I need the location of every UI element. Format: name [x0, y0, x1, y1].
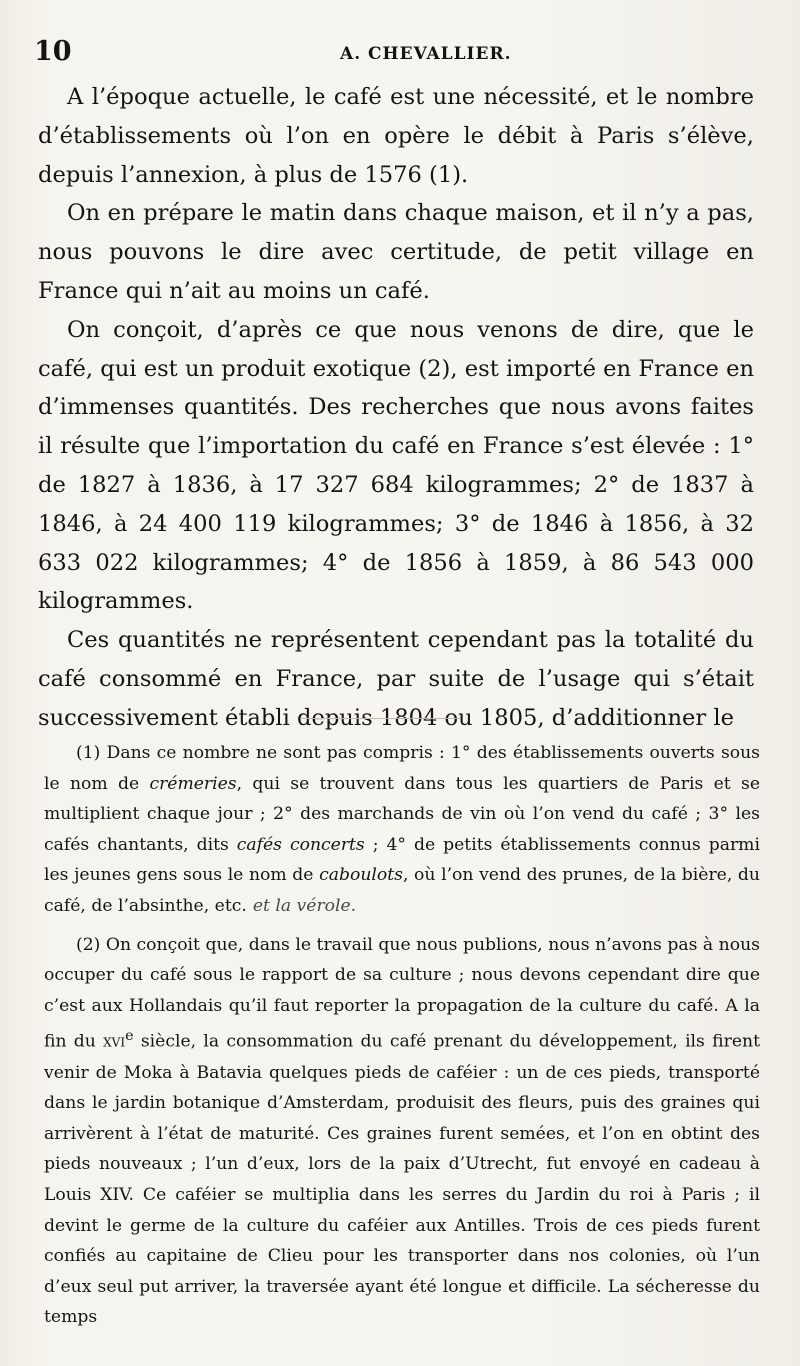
footnote-1-text: (1) Dans ce nombre ne sont pas compris : 1° des établissements ouverts sous le nom de — [44, 743, 760, 794]
century-numeral: xvi — [103, 1032, 126, 1053]
footnotes — [44, 738, 760, 1333]
paragraph: Ces quantités ne représentent cependant pas la totalité du café consommé en France, par suite de l’usage qui s’était successivement établi depuis 1804 ou 1805, d’additionner le — [38, 627, 754, 731]
footnote-1-emphasis: caboulots — [319, 865, 403, 886]
superscript: e — [125, 1028, 134, 1045]
footnote-2 — [44, 930, 760, 1333]
paragraph: A l’époque actuelle, le café est une nécessité, et le nombre d’établissements où l’on en opère le débit à Paris s’élève, depuis l’annexion, à plus de 1576 (1). — [38, 84, 754, 188]
footnote-1-text: , où l’on vend des prunes, de la bière, du café, de l’absinthe, etc. — [44, 865, 761, 916]
footnote-1-text: ; 4° de petits établissements connus parmi les jeunes gens sous le nom de — [44, 834, 760, 886]
footnote-1-text: , qui se trouvent dans tous les quartiers de Paris et se multiplient chaque jour ; 2° des marchands de vin où l’on vend du café ; 3° les cafés chantants, dits — [44, 773, 760, 855]
running-head: A. CHEVALLIER. — [340, 44, 512, 64]
handwritten-annotation: et la vérole. — [252, 895, 357, 916]
footnote-2-text: (2) On conçoit que, dans le travail que nous publions, nous n’avons pas à nous occuper du café sous le rapport de sa culture ; nous devons cependant dire que c’est aux Hollandais qu’il faut reporter la propagation de la culture du café. A la fin du — [44, 934, 760, 1053]
footnote-divider — [300, 718, 460, 719]
footnote-1-emphasis: cafés concerts — [236, 834, 365, 855]
main-text — [38, 78, 754, 738]
page-number: 10 — [34, 36, 72, 67]
footnote-1 — [44, 738, 760, 922]
footnote-2-text: siècle, la consommation du café prenant du développement, ils firent venir de Moka à Batavia quelques pieds de caféier : un de ces pieds, transporté dans le jardin botanique d’Amsterdam, produisit des fleurs, puis des graines qui arrivèrent à l’état de maturité. Ces graines furent semées, et l’on en obtint des pieds nouveaux ; l’un d’eux, lors de la paix d’Utrecht, fut envoyé en cadeau à Louis XIV. Ce caféier se multiplia dans les serres du Jardin du roi à Paris ; il devint le germe de la culture du caféier aux Antilles. Trois de ces pieds furent confiés au capitaine de Clieu pour les transporter dans nos colonies, où l’un d’eux seul put arriver, la traversée ayant été longue et difficile. La sécheresse du temps — [44, 1032, 760, 1328]
page-header — [34, 36, 774, 70]
paragraph: On en prépare le matin dans chaque maison, et il n’y a pas, nous pouvons le dire avec certitude, de petit village en France qui n’ait au moins un café. — [38, 200, 754, 304]
paragraph: On conçoit, d’après ce que nous venons de dire, que le café, qui est un produit exotique (2), est importé en France en d’immenses quantités. Des recherches que nous avons faites il résulte que l’importation du café en France s’est élevée : 1° de 1827 à 1836, à 17 327 684 kilogrammes; 2° de 1837 à 1846, à 24 400 119 kilogrammes; 3° de 1846 à 1856, à 32 633 022 kilogrammes; 4° de 1856 à 1859, à 86 543 000 kilogrammes. — [38, 316, 754, 615]
footnote-spacer — [44, 922, 760, 930]
footnote-1-emphasis: crémeries — [149, 773, 237, 794]
